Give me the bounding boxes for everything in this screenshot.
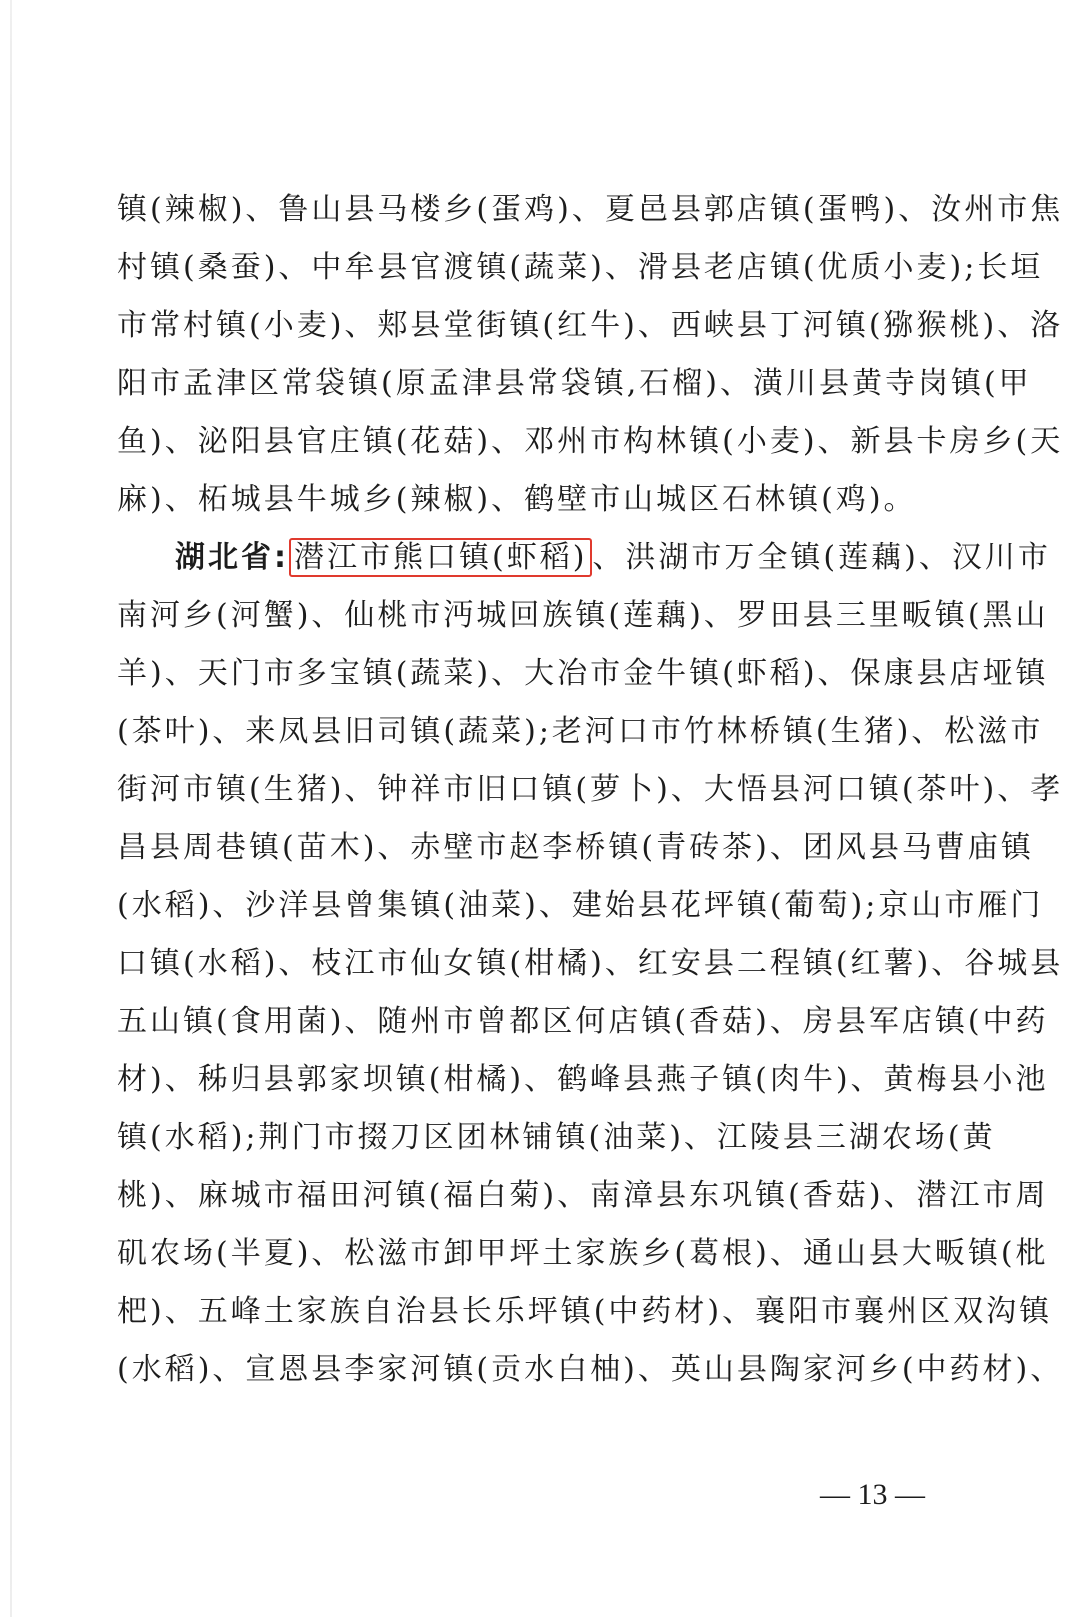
text-line-9: 羊)、天门市多宝镇(蔬菜)、大冶市金牛镇(虾稻)、保康县店垭镇	[117, 656, 1049, 691]
text-line-20: 杷)、五峰土家族自治县长乐坪镇(中药材)、襄阳市襄州区双沟镇	[117, 1294, 1053, 1329]
text-line-4: 阳市孟津区常袋镇(原孟津县常袋镇,石榴)、潢川县黄寺岗镇(甲	[117, 366, 1032, 401]
highlighted-entry: 潜江市熊口镇(虾稻)	[289, 538, 592, 577]
text-line-21: (水稻)、宣恩县李家河镇(贡水白柚)、英山县陶家河乡(中药材)、	[117, 1352, 1064, 1387]
text-line-12: 昌县周巷镇(苗木)、赤壁市赵李桥镇(青砖茶)、团风县马曹庙镇	[117, 830, 1034, 865]
text-line-11: 街河市镇(生猪)、钟祥市旧口镇(萝卜)、大悟县河口镇(茶叶)、孝	[117, 772, 1064, 807]
text-line-17: 镇(水稻);荆门市掇刀区团林铺镇(油菜)、江陵县三湖农场(黄	[117, 1120, 996, 1155]
text-line-13: (水稻)、沙洋县曾集镇(油菜)、建始县花坪镇(葡萄);京山市雁门	[117, 888, 1044, 923]
text-line-8: 南河乡(河蟹)、仙桃市沔城回族镇(莲藕)、罗田县三里畈镇(黑山	[117, 598, 1049, 633]
page-number: — 13 —	[820, 1478, 925, 1511]
text-line-10: (茶叶)、来凤县旧司镇(蔬菜);老河口市竹林桥镇(生猪)、松滋市	[117, 714, 1044, 749]
text-line-1: 镇(辣椒)、鲁山县马楼乡(蛋鸡)、夏邑县郭店镇(蛋鸭)、汝州市焦	[117, 192, 1064, 227]
text-line-6: 麻)、柘城县牛城乡(辣椒)、鹤壁市山城区石林镇(鸡)。	[117, 482, 917, 517]
text-line-15: 五山镇(食用菌)、随州市曾都区何店镇(香菇)、房县军店镇(中药	[117, 1004, 1049, 1039]
text-line-3: 市常村镇(小麦)、郏县堂街镇(红牛)、西峡县丁河镇(猕猴桃)、洛	[117, 308, 1064, 343]
hubei-first-line	[175, 528, 1051, 588]
text-line-16: 材)、秭归县郭家坝镇(柑橘)、鹤峰县燕子镇(肉牛)、黄梅县小池	[117, 1062, 1049, 1097]
hubei-first-line-rest: 、洪湖市万全镇(莲藕)、汉川市	[592, 540, 1051, 575]
text-line-14: 口镇(水稻)、枝江市仙女镇(柑橘)、红安县二程镇(红薯)、谷城县	[117, 946, 1064, 981]
text-line-5: 鱼)、泌阳县官庄镇(花菇)、邓州市构林镇(小麦)、新县卡房乡(天	[117, 424, 1064, 459]
text-line-18: 桃)、麻城市福田河镇(福白菊)、南漳县东巩镇(香菇)、潜江市周	[117, 1178, 1049, 1213]
text-line-19: 矶农场(半夏)、松滋市卸甲坪土家族乡(葛根)、通山县大畈镇(枇	[117, 1236, 1049, 1271]
text-line-2: 村镇(桑蚕)、中牟县官渡镇(蔬菜)、滑县老店镇(优质小麦);长垣	[117, 250, 1044, 285]
province-label-hubei: 湖北省:	[175, 540, 289, 575]
